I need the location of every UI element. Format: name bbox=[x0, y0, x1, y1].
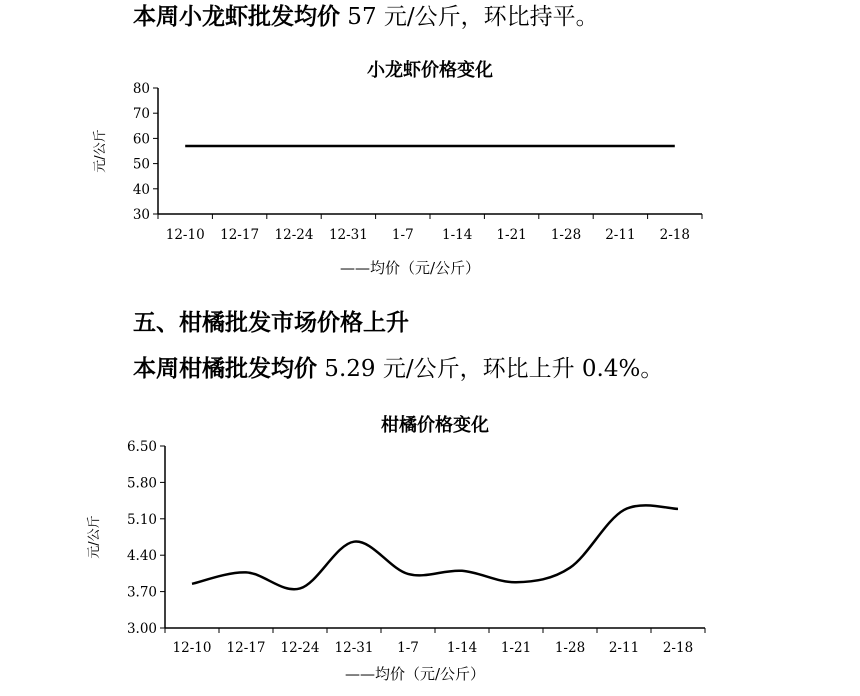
x-tick-label: 12-10 bbox=[165, 227, 205, 243]
x-tick-label: 1-21 bbox=[496, 227, 527, 243]
y-tick-label: 70 bbox=[132, 106, 150, 123]
y-tick-label: 3.00 bbox=[126, 621, 157, 637]
x-tick-label: 12-17 bbox=[226, 640, 266, 656]
citrus-paragraph-lead: 本周柑橘批发均价 bbox=[133, 356, 317, 382]
y-tick-label: 30 bbox=[132, 207, 150, 223]
x-tick-label: 12-31 bbox=[328, 227, 368, 243]
x-tick-label: 2-11 bbox=[605, 227, 636, 243]
series-line bbox=[192, 505, 678, 589]
y-tick-label: 50 bbox=[132, 156, 150, 173]
x-tick-label: 1-7 bbox=[391, 227, 414, 243]
y-tick-label: 5.10 bbox=[126, 511, 157, 528]
y-tick-label: 60 bbox=[132, 131, 150, 148]
y-tick-label: 4.40 bbox=[126, 548, 157, 565]
y-tick-label: 3.70 bbox=[126, 584, 157, 601]
x-tick-label: 1-28 bbox=[550, 227, 582, 243]
x-tick-label: 12-24 bbox=[280, 640, 320, 656]
y-axis-label: 元/公斤 bbox=[93, 129, 108, 173]
x-tick-label: 12-17 bbox=[220, 227, 260, 243]
x-tick-label: 1-28 bbox=[554, 640, 586, 656]
legend: ——均价（元/公斤） bbox=[339, 259, 481, 277]
chart-title: 小龙虾价格变化 bbox=[367, 60, 493, 81]
y-axis-label: 元/公斤 bbox=[87, 515, 102, 559]
y-tick-label: 40 bbox=[132, 181, 150, 198]
chart-title: 柑橘价格变化 bbox=[381, 415, 489, 436]
x-tick-label: 12-24 bbox=[274, 227, 314, 243]
legend: ——均价（元/公斤） bbox=[344, 665, 486, 683]
x-tick-label: 1-14 bbox=[446, 640, 478, 656]
y-tick-label: 80 bbox=[132, 81, 150, 97]
x-tick-label: 1-21 bbox=[500, 640, 532, 656]
section-heading-citrus: 五、柑橘批发市场价格上升 bbox=[133, 310, 409, 336]
y-tick-label: 5.80 bbox=[126, 475, 157, 492]
x-tick-label: 2-18 bbox=[659, 227, 690, 243]
x-tick-label: 2-11 bbox=[608, 640, 640, 656]
x-tick-label: 2-18 bbox=[662, 640, 694, 656]
citrus-paragraph-rest: 5.29 元/公斤，环比上升 0.4%。 bbox=[317, 356, 664, 382]
crayfish-paragraph-lead: 本周小龙虾批发均价 bbox=[133, 4, 340, 30]
x-tick-label: 1-7 bbox=[397, 640, 419, 656]
x-tick-label: 12-31 bbox=[334, 640, 374, 656]
x-tick-label: 1-14 bbox=[442, 227, 473, 243]
y-tick-label: 6.50 bbox=[126, 439, 157, 455]
x-tick-label: 12-10 bbox=[172, 640, 212, 656]
crayfish-paragraph-rest: 57 元/公斤，环比持平。 bbox=[340, 4, 599, 30]
